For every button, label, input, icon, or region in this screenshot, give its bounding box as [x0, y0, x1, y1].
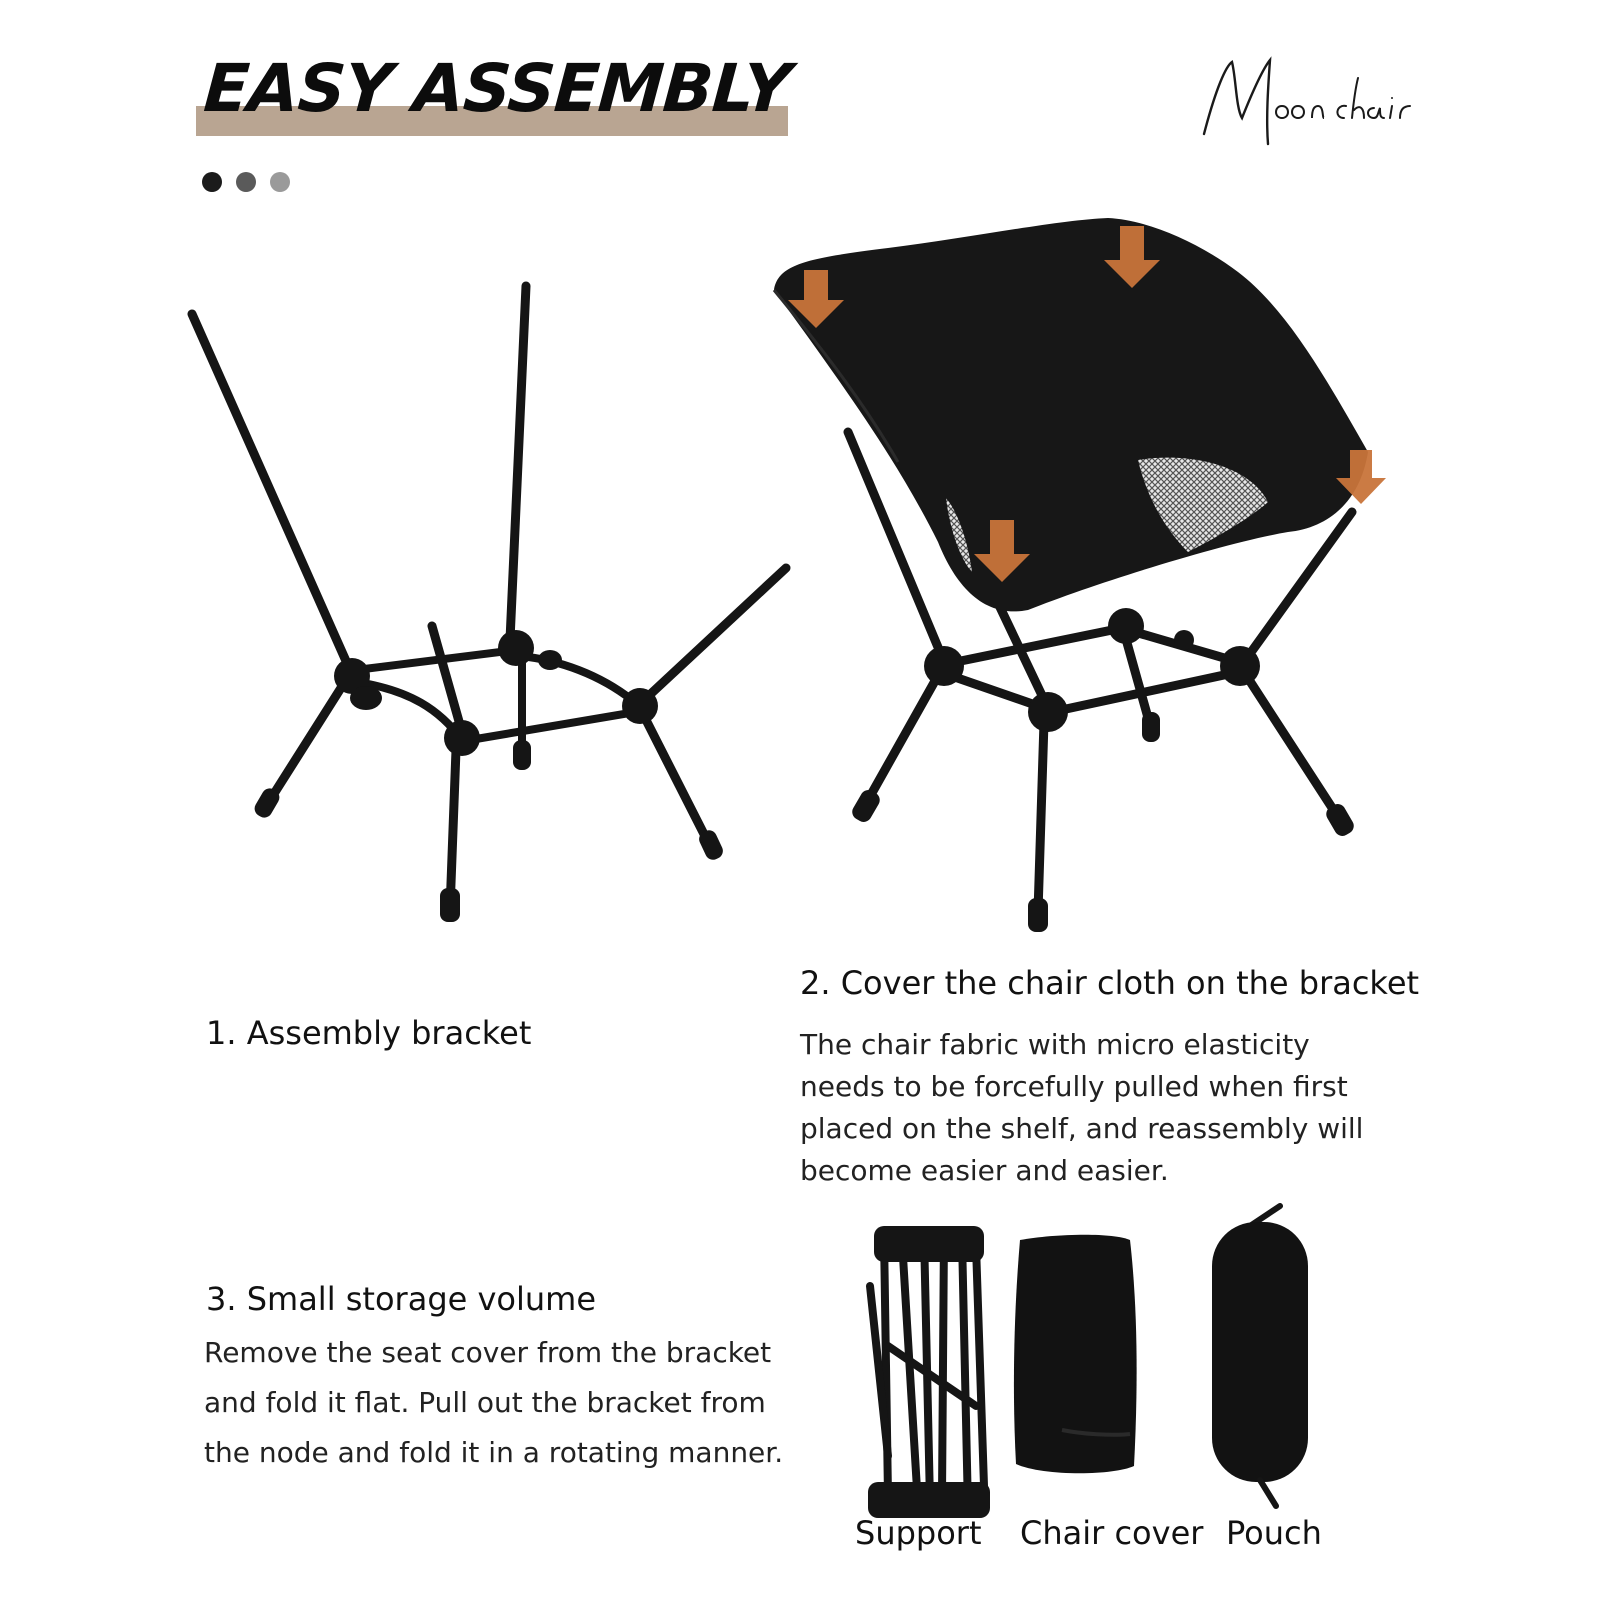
support-caption: Support [855, 1514, 982, 1552]
step-3-description [204, 1328, 783, 1478]
pouch-caption: Pouch [1226, 1514, 1322, 1552]
brand-logo [1196, 48, 1446, 158]
folded-support-image [858, 1226, 1008, 1526]
step-3-line: and fold it flat. Pull out the bracket from [204, 1386, 766, 1419]
step-1-label: 1. Assembly bracket [206, 1014, 532, 1052]
step-3-line: Remove the seat cover from the bracket [204, 1336, 772, 1369]
step-2-label: 2. Cover the chair cloth on the bracket [800, 964, 1420, 1002]
dot-mid [236, 172, 256, 192]
page-title: EASY ASSEMBLY [201, 50, 793, 127]
step-2-line: become easier and easier. [800, 1154, 1169, 1187]
step-3-line: the node and fold it in a rotating manner. [204, 1436, 784, 1469]
dot-dark [202, 172, 222, 192]
assembled-chair-illustration [768, 212, 1408, 942]
dot-light [270, 172, 290, 192]
step-2-line: The chair fabric with micro elasticity [800, 1028, 1310, 1061]
step-2-line: needs to be forcefully pulled when first [800, 1070, 1348, 1103]
carousel-dots [202, 172, 290, 192]
pouch-image [1208, 1200, 1318, 1516]
step-2-description [800, 1024, 1363, 1192]
bracket-illustration [180, 270, 800, 940]
chair-cover-caption: Chair cover [1020, 1514, 1204, 1552]
step-3-label: 3. Small storage volume [206, 1280, 597, 1318]
step-2-line: placed on the shelf, and reassembly will [800, 1112, 1364, 1145]
folded-chair-cover-image [1012, 1230, 1142, 1480]
